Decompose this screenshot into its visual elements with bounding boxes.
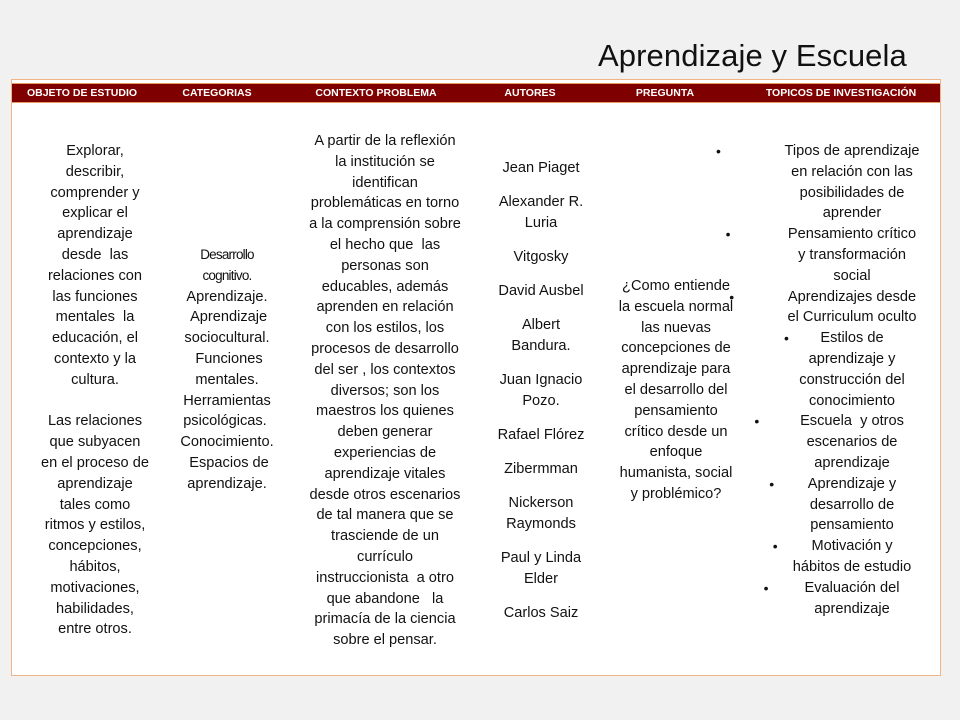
cell-objeto-de-estudio <box>25 141 165 640</box>
objeto-text-line: relaciones con <box>47 267 143 284</box>
topic-text-line: desarrollo de <box>809 496 895 513</box>
objeto-text-line: habilidades, <box>56 600 134 617</box>
bullet-icon: • <box>716 143 721 159</box>
contexto-text-line: del ser , los contextos <box>314 361 456 378</box>
contexto-text-line: aprendizaje vitales <box>324 465 446 482</box>
research-table <box>11 79 941 676</box>
cell-contexto-problema <box>290 131 480 651</box>
categoria-text-line: sociocultural. <box>184 330 270 347</box>
contexto-text-line: sobre el pensar. <box>333 632 437 649</box>
cell-pregunta <box>601 276 751 505</box>
contexto-text-line: trasciende de un <box>331 528 439 545</box>
paragraph-gap <box>25 391 165 412</box>
categoria-text-line: psicológicas. <box>183 413 271 430</box>
topic-text-line: Aprendizajes desde <box>787 288 917 305</box>
bullet-icon: • <box>784 330 789 347</box>
objeto-text-line: concepciones, <box>48 538 142 555</box>
objeto-text-line: aprendizaje <box>57 226 133 243</box>
contexto-text-line: experiencias de <box>333 444 437 461</box>
cell-categorias <box>162 245 292 495</box>
topic-text-line: escenarios de <box>806 434 898 451</box>
objeto-text-line: mentales la <box>55 309 135 326</box>
topic-text-line: hábitos de estudio <box>792 558 912 575</box>
author-name-line: Nickerson <box>508 495 574 512</box>
author-name-line: David Ausbel <box>498 283 584 300</box>
objeto-text-line: contexto y la <box>54 350 136 367</box>
author-name-line: Juan Ignacio <box>499 372 583 389</box>
contexto-text-line: diversos; son los <box>330 382 440 399</box>
author-entry <box>481 548 601 590</box>
contexto-text-line: procesos de desarrollo <box>311 340 459 357</box>
objeto-text-line: hábitos, <box>69 558 121 575</box>
bullet-icon: • <box>772 538 778 555</box>
topic-text-line: aprendizaje <box>814 600 890 617</box>
author-name-line: Luria <box>524 214 558 231</box>
topic-text-line: Aprendizaje y <box>807 475 897 492</box>
categoria-text-line: Herramientas <box>183 392 271 409</box>
categoria-text-line: Aprendizaje. <box>186 288 268 305</box>
topic-text-line: y transformación <box>798 246 906 263</box>
author-entry <box>481 192 601 234</box>
topic-text-line: el Curriculum oculto <box>787 309 917 326</box>
author-entry <box>481 247 601 268</box>
author-entry <box>481 603 601 624</box>
header-objeto-de-estudio: OBJETO DE ESTUDIO <box>26 87 138 99</box>
categoria-text-line: mentales. <box>195 371 259 388</box>
contexto-text-line: la institución se <box>335 153 435 170</box>
topic-list-item <box>757 328 947 411</box>
topic-text-line: Motivación y <box>811 538 893 555</box>
author-entry <box>481 459 601 480</box>
topic-list-item <box>716 141 947 224</box>
objeto-text-line: las funciones <box>52 288 138 305</box>
objeto-text-line: cultura. <box>71 371 119 388</box>
contexto-text-line: identifican <box>352 174 418 191</box>
objeto-text-line: educación, el <box>51 330 138 347</box>
topic-text-line: aprender <box>822 205 882 222</box>
topic-text-line: construcción del <box>799 371 905 388</box>
contexto-text-line: maestros los quienes <box>316 403 454 420</box>
author-entry <box>481 370 601 412</box>
author-name-line: Alexander R. <box>498 194 584 211</box>
categoria-text-line: Desarrollo <box>200 247 254 262</box>
objeto-text-line: en el proceso de <box>41 454 149 471</box>
objeto-text-line: tales como <box>59 496 131 513</box>
author-name-line: Rafael Flórez <box>497 426 585 443</box>
contexto-text-line: A partir de la reflexión <box>314 133 456 149</box>
table-header-row <box>12 83 940 103</box>
topic-list-item <box>757 536 947 578</box>
categoria-text-line: Espacios de <box>185 454 269 471</box>
categoria-text-line: aprendizaje. <box>187 475 267 492</box>
topic-text-line: Estilos de <box>820 330 884 347</box>
author-entry <box>481 493 601 535</box>
cell-topicos-investigacion <box>716 141 947 619</box>
objeto-text-line: aprendizaje <box>57 475 133 492</box>
topic-text-line: pensamiento <box>810 517 894 534</box>
objeto-text-line: explicar el <box>62 205 128 222</box>
objeto-text-line: motivaciones, <box>50 579 140 596</box>
contexto-text-line: instruccionista a otro <box>316 569 454 586</box>
objeto-text-line: Explorar, <box>66 143 124 159</box>
topic-text-line: posibilidades de <box>799 184 905 201</box>
contexto-text-line: primacía de la ciencia <box>314 611 456 628</box>
author-name-line: Bandura. <box>511 337 571 354</box>
objeto-text-line: desde las <box>61 246 129 263</box>
objeto-text-line: que subyacen <box>49 434 141 451</box>
author-entry <box>481 315 601 357</box>
contexto-text-line: educables, además <box>321 278 449 295</box>
author-name-line: Zibermman <box>504 461 578 478</box>
pregunta-text-line: aprendizaje para <box>621 361 731 378</box>
author-name-line: Jean Piaget <box>502 160 580 176</box>
pregunta-text-line: pensamiento <box>634 402 718 419</box>
bullet-icon: • <box>725 226 731 243</box>
author-name-line: Paul y Linda <box>500 550 582 567</box>
author-name-line: Vitgosky <box>513 248 569 265</box>
pregunta-text-line: concepciones de <box>621 340 731 357</box>
categoria-text-line: Conocimiento. <box>180 434 274 451</box>
pregunta-text-line: las nuevas <box>641 319 711 336</box>
pregunta-text-line: y problémico? <box>630 485 722 502</box>
header-categorias: CATEGORIAS <box>182 87 252 99</box>
pregunta-text-line: la escuela normal <box>618 298 734 315</box>
topic-list-item <box>729 287 947 329</box>
header-pregunta: PREGUNTA <box>635 87 695 99</box>
topic-list-item <box>754 411 947 473</box>
pregunta-text-line: enfoque <box>649 444 703 461</box>
author-entry <box>481 281 601 302</box>
bullet-icon: • <box>754 413 760 430</box>
pregunta-text-line: ¿Como entiende <box>622 278 730 294</box>
topic-text-line: Escuela y otros <box>800 413 904 430</box>
contexto-text-line: a la comprensión sobre <box>309 216 461 233</box>
author-name-line: Albert <box>521 317 561 334</box>
bullet-icon: • <box>763 579 769 596</box>
contexto-text-line: aprenden en relación <box>316 299 454 316</box>
contexto-text-line: personas son <box>341 257 429 274</box>
contexto-text-line: con los estilos, los <box>325 320 445 337</box>
author-name-line: Pozo. <box>522 392 560 409</box>
author-entry <box>481 425 601 446</box>
topic-text-line: Tipos de aprendizaje <box>784 143 920 159</box>
author-entry <box>481 158 601 179</box>
header-contexto-problema: CONTEXTO PROBLEMA <box>315 87 437 99</box>
contexto-text-line: deben generar <box>337 424 433 441</box>
topic-text-line: Pensamiento crítico <box>787 226 917 243</box>
categoria-text-line: cognitivo. <box>202 267 252 283</box>
topic-text-line: conocimiento <box>809 392 895 409</box>
header-autores: AUTORES <box>504 87 556 99</box>
objeto-text-line: Las relaciones <box>47 413 143 430</box>
contexto-text-line: currículo <box>357 548 413 565</box>
contexto-text-line: problemáticas en torno <box>310 195 460 212</box>
pregunta-text-line: crítico desde un <box>624 423 728 440</box>
topic-list-item <box>725 224 947 286</box>
author-name-line: Carlos Saiz <box>503 604 579 621</box>
topic-text-line: en relación con las <box>791 163 913 180</box>
categoria-text-line: Funciones <box>191 350 263 367</box>
header-topicos-investigacion: TOPICOS DE INVESTIGACIÓN <box>765 87 917 99</box>
objeto-text-line: entre otros. <box>58 621 132 638</box>
objeto-text-line: comprender y <box>50 184 140 201</box>
contexto-text-line: el hecho que las <box>329 236 441 253</box>
categoria-text-line: Aprendizaje <box>186 309 268 326</box>
topic-text-line: Evaluación del <box>804 579 900 596</box>
topic-text-line: aprendizaje <box>814 454 890 471</box>
objeto-text-line: ritmos y estilos, <box>44 517 146 534</box>
objeto-text-line: describir, <box>65 163 125 180</box>
topic-text-line: social <box>833 267 871 284</box>
topic-text-line: aprendizaje y <box>808 350 896 367</box>
pregunta-text-line: el desarrollo del <box>624 381 728 398</box>
contexto-text-line: desde otros escenarios <box>309 486 461 503</box>
bullet-icon: • <box>769 475 775 492</box>
bullet-icon: • <box>729 288 735 305</box>
slide-title: Aprendizaje y Escuela <box>598 38 907 73</box>
pregunta-text-line: humanista, social <box>619 465 733 482</box>
contexto-text-line: de tal manera que se <box>316 507 454 524</box>
topic-list-item <box>757 474 947 536</box>
author-name-line: Elder <box>523 570 559 587</box>
author-name-line: Raymonds <box>506 515 576 532</box>
topic-list-item <box>757 578 947 620</box>
contexto-text-line: que abandone la <box>326 590 444 607</box>
cell-autores <box>481 158 601 637</box>
